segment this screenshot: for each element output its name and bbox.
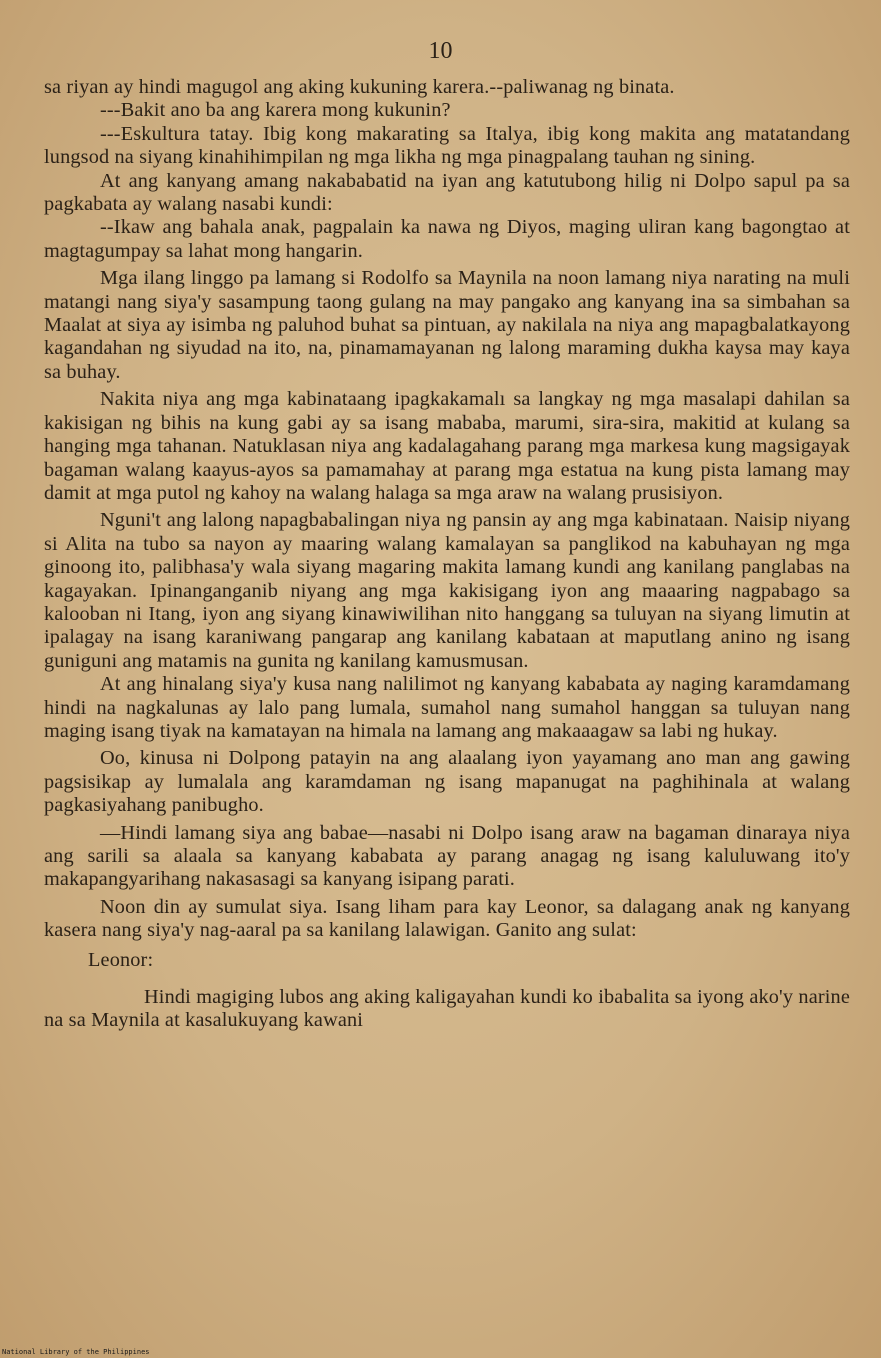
paragraph-10: Oo, kinusa ni Dolpong patayin na ang alaalang iyon yayamang ano man ang gawing pagsisikap ay lumalala ang karamdaman ng isang mapanugat na paghihinala at walang pagkasiyahang panibugho. [44,747,850,817]
body-text [44,76,850,1033]
paragraph-4: At ang kanyang amang nakababatid na iyan ang katutubong hilig ni Dolpo sapul pa sa pagkabata ay walang nasabi kundi: [44,169,850,216]
paragraph-3: ---Eskultura tatay. Ibig kong makarating sa Italya, ibig kong makita ang matatandang lungsod na siyang kinahihimpilan ng mga likha ng mga pinagpalang tauhan ng sining. [44,122,850,169]
paragraph-9: At ang hinalang siya'y kusa nang nalilimot ng kanyang kababata ay naging karamdamang hindi na nagkalunas ay lalo pang lumala, sumahol nang sumahol hanggan sa tuluyan nang maging isang tiyak na kamatayan na himala na lamang ang makaaagaw sa labi ng hukay. [44,673,850,742]
paragraph-1: sa riyan ay hindi magugol ang aking kukuning karera.--paliwanag ng binata. [44,76,675,98]
letter-body: Hindi magiging lubos ang aking kaligayahan kundi ko ibabalita sa iyong ako'y narine na sa Maynila at kasalukuyang kawani [44,986,850,1032]
paragraph-11: —Hindi lamang siya ang babae—nasabi ni Dolpo isang araw na bagaman dinaraya niya ang sarili sa alaala sa kanyang kababata ay parang anagag ng isang kaluluwang ito'y makapangyarihang nakasasagi sa kanyang isipang parati. [44,821,850,891]
paragraph-6: Mga ilang linggo pa lamang si Rodolfo sa Maynila na noon lamang niya narating na muli matangi nang siya'y sasampung taong gulang na may pangako ang kanyang ina sa simbahan sa Maalat at siya ay isimba ng paluhod buhat sa pintuan, ay nakilala na niya ang mapagbalatkayong kagandahan ng siyudad na ito, na, pinamamayanan ng lalong maraming dukha kaysa may kaya sa buhay. [44,267,850,383]
footer-credit: National Library of the Philippines [2,1348,150,1356]
letter-salutation: Leonor: [88,948,154,971]
paragraph-7: Nakita niya ang mga kabinataang ipagkakamalı sa langkay ng mga masalapi dahilan sa kakisigan ng bihis na kung gabi ay sa isang mababa, marumi, sira-sira, makitid at kulang sa hanging mga tahanan. Natuklasan niya ang kadalagahang parang mga markesa kung magsigayak bagaman walang kaayus-ayos sa pamamahay at parang mga estatua na kung pista lamang may damit at mga putol ng kahoy na walang halaga sa mga araw na walang prusisiyon. [44,388,850,504]
page-number: 10 [428,38,453,64]
paragraph-8: Nguni't ang lalong napagbabalingan niya ng pansin ay ang mga kabinataan. Naisip niyang si Alita na tubo sa nayon ay maaring walang kamalayan sa panglikod na kabuhayan ng mga ginoong ito, palibhasa'y wala siyang magaring makita lamang kundi ang kanilang panglabas na kagayakan. Ipinanganganib niyang ang mga kakisigang iyon ang maaaring nagpabago sa kalooban ni Itang, iyon ang siyang kinawiwilihan nito hanggang sa tuluyan na siyang limutin at ipalagay na isang karaniwang pangarap ang kanilang kabataan at maputlang anino ng isang guniguni ang matamis na gunita ng kanilang kamusmusan. [44,509,850,672]
paragraph-2: ---Bakit ano ba ang karera mong kukunin? [100,99,451,122]
paragraph-12: Noon din ay sumulat siya. Isang liham para kay Leonor, sa dalagang anak ng kanyang kasera nang siya'y nag-aaral pa sa kanilang lalawigan. Ganito ang sulat: [44,895,850,942]
paragraph-5: --Ikaw ang bahala anak, pagpalain ka nawa ng Diyos, maging uliran kang bagongtao at magtagumpay sa lahat mong hangarin. [44,216,850,262]
